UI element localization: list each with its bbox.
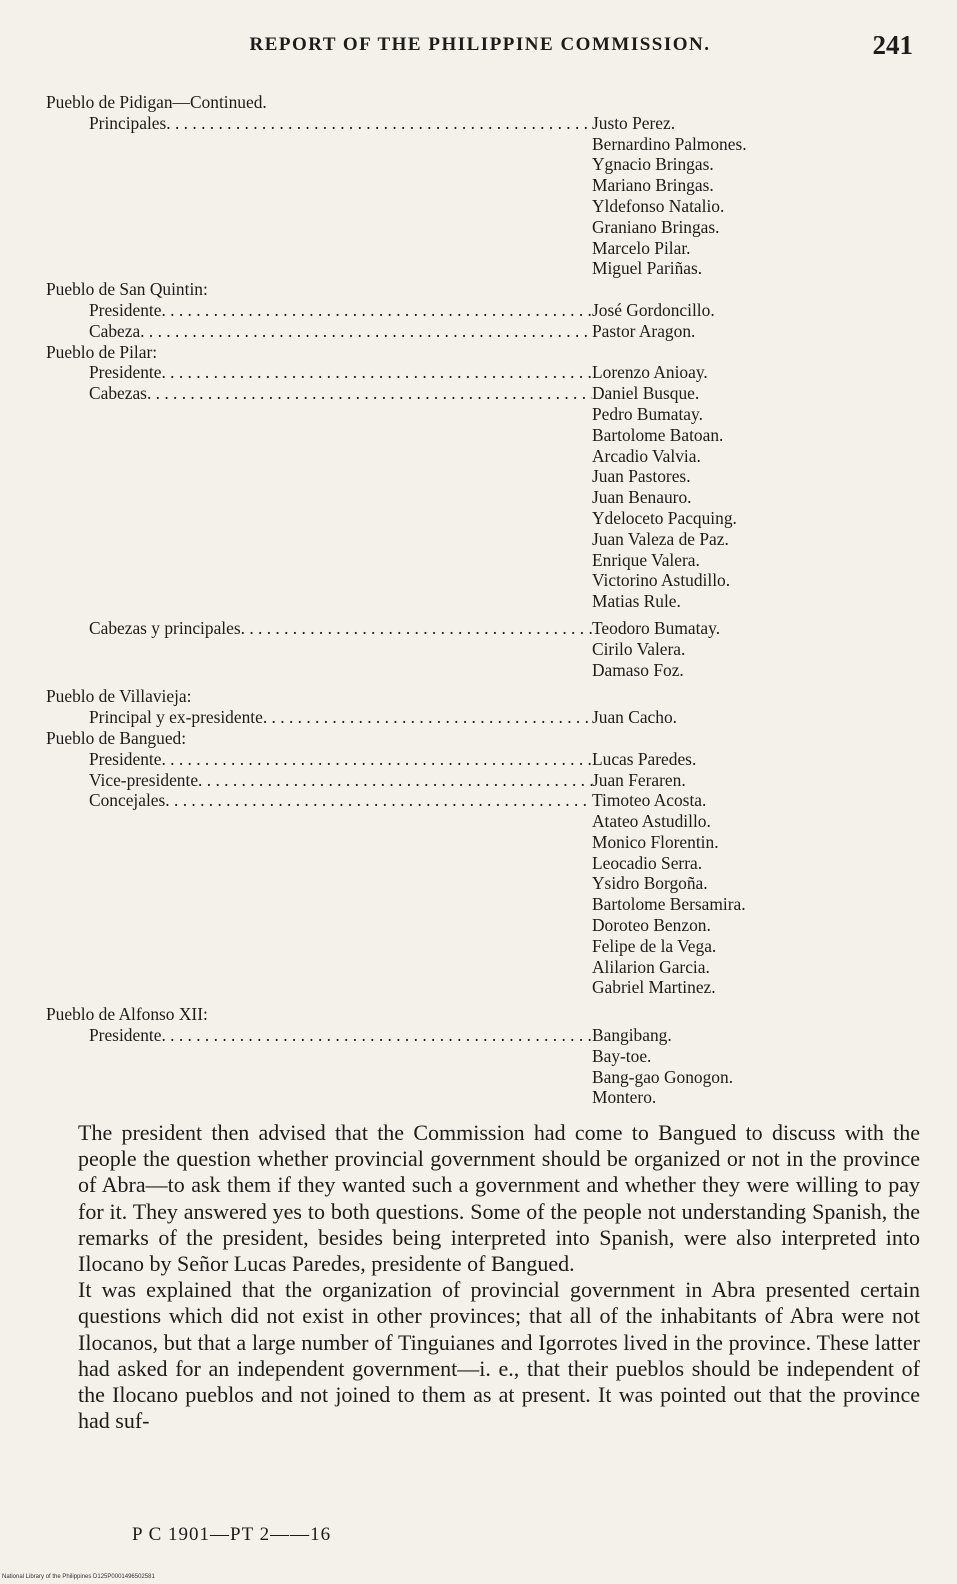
role-label: Presidente [89,748,162,769]
official-name: Lucas Paredes. [592,748,697,769]
pueblo-heading: Pueblo de San Quintin: [46,279,208,300]
official-name: Ydeloceto Pacquing. [592,507,737,528]
official-name: Timoteo Acosta. [592,790,707,811]
official-name: Miguel Pariñas. [592,258,703,279]
pueblo-heading: Pueblo de Pilar: [46,341,158,362]
official-entry [46,300,866,321]
dot-leader [161,300,592,321]
printer-signature: P C 1901—PT 2——16 [132,1524,332,1545]
body-text [78,1120,920,1434]
official-entry [46,321,866,342]
dot-leader [198,770,592,791]
official-name: Atateo Astudillo. [592,811,711,832]
role-label: Presidente [89,299,162,320]
dot-leader [161,749,592,770]
official-name: Juan Cacho. [592,707,678,728]
official-name: Bay-toe. [592,1045,652,1066]
role-label: Vice-presidente [89,769,199,790]
officials-roster [46,92,866,1108]
official-entry [46,707,866,728]
official-name: Bang-gao Gonogon. [592,1066,734,1087]
official-name: Bartolome Batoan. [592,424,724,445]
role-label: Presidente [89,1025,162,1046]
official-name: Bernardino Palmones. [592,133,747,154]
role-label: Concejales [89,790,166,811]
pueblo-heading: Pueblo de Villavieja: [46,686,192,707]
paragraph: It was explained that the organization of provincial government in Abra presented certain questions which did not exist in other provinces; that all of the inhabitants of Abra were not Ilocanos, but that a large number of Tinguianes and Igorrotes lived in the province. These latter had asked for an independent government—i. e., that their pueblos should be independent of the Ilocano pueblos and not joined to them as at present. It was pointed out that the province had suf- [78,1277,920,1434]
official-name: Mariano Bringas. [592,175,714,196]
role-label: Presidente [89,362,162,383]
official-entry [46,790,866,998]
role-label: Principal y ex-presidente [89,707,263,728]
official-name: Pedro Bumatay. [592,403,703,424]
role-label: Cabeza [89,320,141,341]
role-label: Principales [89,112,167,133]
official-entry [46,770,866,791]
official-name: Damaso Foz. [592,659,684,680]
dot-leader [140,321,592,342]
official-entry [46,362,866,383]
role-label: Cabezas [89,383,147,404]
official-name: Montero. [592,1087,657,1108]
official-name: Marcelo Pilar. [592,237,691,258]
official-name: Ysidro Borgoña. [592,873,708,894]
official-entry [46,113,866,279]
official-name: Bangibang. [592,1025,672,1046]
official-name: Lorenzo Anioay. [592,362,708,383]
dot-leader [147,383,592,612]
official-name: Arcadio Valvia. [592,445,701,466]
dot-leader [263,707,592,728]
dot-leader [166,113,592,279]
dot-leader [241,618,592,680]
paragraph: The president then advised that the Commission had come to Bangued to discuss with the people the question whether provincial government should be organized or not in the province of Abra—to ask them if they wanted such a government and whether they were willing to pay for it. They answered yes to both questions. Some of the people not understanding Spanish, the remarks of the president, besides being interpreted into Spanish, were also interpreted into Ilocano by Señor Lucas Paredes, presidente of Bangued. [78,1120,920,1277]
pueblo-heading: Pueblo de Alfonso XII: [46,1004,208,1025]
official-name: Yldefonso Natalio. [592,195,725,216]
official-name: Bartolome Bersamira. [592,894,746,915]
dot-leader [161,1025,592,1108]
official-name: Juan Benauro. [592,487,692,508]
official-name: Graniano Bringas. [592,216,720,237]
official-entry [46,1025,866,1108]
page-number: 241 [872,30,913,60]
official-name: Gabriel Martinez. [592,977,716,998]
official-name: Matias Rule. [592,591,681,612]
official-name: Juan Pastores. [592,466,691,487]
official-name: Alilarion Garcia. [592,956,710,977]
official-entry [46,749,866,770]
official-entry [46,618,866,680]
official-name: Felipe de la Vega. [592,935,717,956]
official-name: Teodoro Bumatay. [592,617,721,638]
official-name: Daniel Busque. [592,383,700,404]
official-name: Enrique Valera. [592,549,700,570]
official-entry [46,383,866,612]
official-name: Ygnacio Bringas. [592,154,714,175]
official-name: Juan Valeza de Paz. [592,528,729,549]
official-name: Cirilo Valera. [592,638,686,659]
dot-leader [161,362,592,383]
official-name: José Gordoncillo. [592,299,715,320]
official-name: Juan Feraren. [592,769,686,790]
pueblo-heading: Pueblo de Pidigan—Continued. [46,92,267,112]
pueblo-heading: Pueblo de Bangued: [46,727,187,748]
official-name: Justo Perez. [592,112,676,133]
role-label: Cabezas y principales [89,617,241,638]
official-name: Leocadio Serra. [592,852,703,873]
official-name: Monico Florentin. [592,831,719,852]
official-name: Victorino Astudillo. [592,570,731,591]
official-name: Pastor Aragon. [592,320,696,341]
official-name: Doroteo Benzon. [592,915,711,936]
scan-credit: National Library of the Philippines D125P0001496502581 [2,1574,155,1580]
dot-leader [165,790,592,998]
running-header: REPORT OF THE PHILIPPINE COMMISSION. [249,34,711,55]
